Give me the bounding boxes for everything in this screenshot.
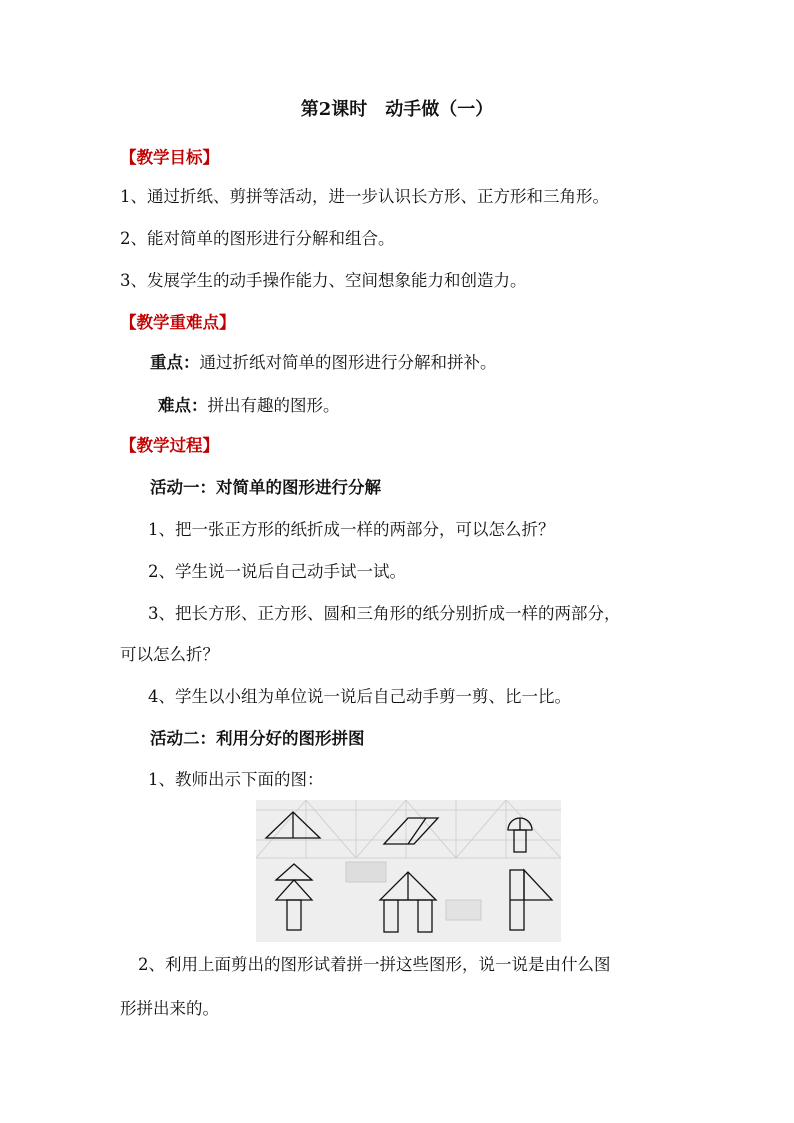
activity-two-step: 2、利用上面剪出的图形试着拼一拼这些图形，说一说是由什么图 (138, 955, 611, 974)
activity-two-step-continuation: 形拼出来的。 (120, 999, 219, 1018)
page-title: 第2课时 动手做（一） (300, 99, 494, 120)
objective-item: 3、发展学生的动手操作能力、空间想象能力和创造力。 (120, 271, 527, 290)
section-heading-key-points: 【教学重难点】 (120, 313, 236, 332)
activity-one-step: 1、把一张正方形的纸折成一样的两部分，可以怎么折？ (148, 520, 555, 539)
shape-puzzle-figure-icon (256, 800, 561, 942)
activity-two-heading: 活动二：利用分好的图形拼图 (150, 729, 365, 748)
activity-two-step: 1、教师出示下面的图： (148, 770, 324, 789)
activity-one-step-continuation: 可以怎么折？ (120, 645, 219, 664)
difficulty-label: 难点： (158, 396, 208, 415)
activity-one-heading: 活动一：对简单的图形进行分解 (150, 478, 381, 497)
objective-item: 2、能对简单的图形进行分解和组合。 (120, 229, 395, 248)
activity-one-step: 4、学生以小组为单位说一说后自己动手剪一剪、比一比。 (148, 687, 571, 706)
focus-label: 重点： (150, 353, 200, 372)
activity-one-step: 2、学生说一说后自己动手试一试。 (148, 562, 406, 581)
activity-one-step: 3、把长方形、正方形、圆和三角形的纸分别折成一样的两部分， (148, 604, 621, 623)
key-point-focus (150, 352, 497, 374)
difficulty-text: 拼出有趣的图形。 (207, 396, 340, 415)
focus-text: 通过折纸对简单的图形进行分解和拼补。 (199, 353, 497, 372)
section-heading-objectives: 【教学目标】 (120, 148, 219, 167)
section-heading-process: 【教学过程】 (120, 436, 219, 455)
objective-item: 1、通过折纸、剪拼等活动，进一步认识长方形、正方形和三角形。 (120, 187, 609, 206)
key-point-difficulty (158, 395, 340, 417)
